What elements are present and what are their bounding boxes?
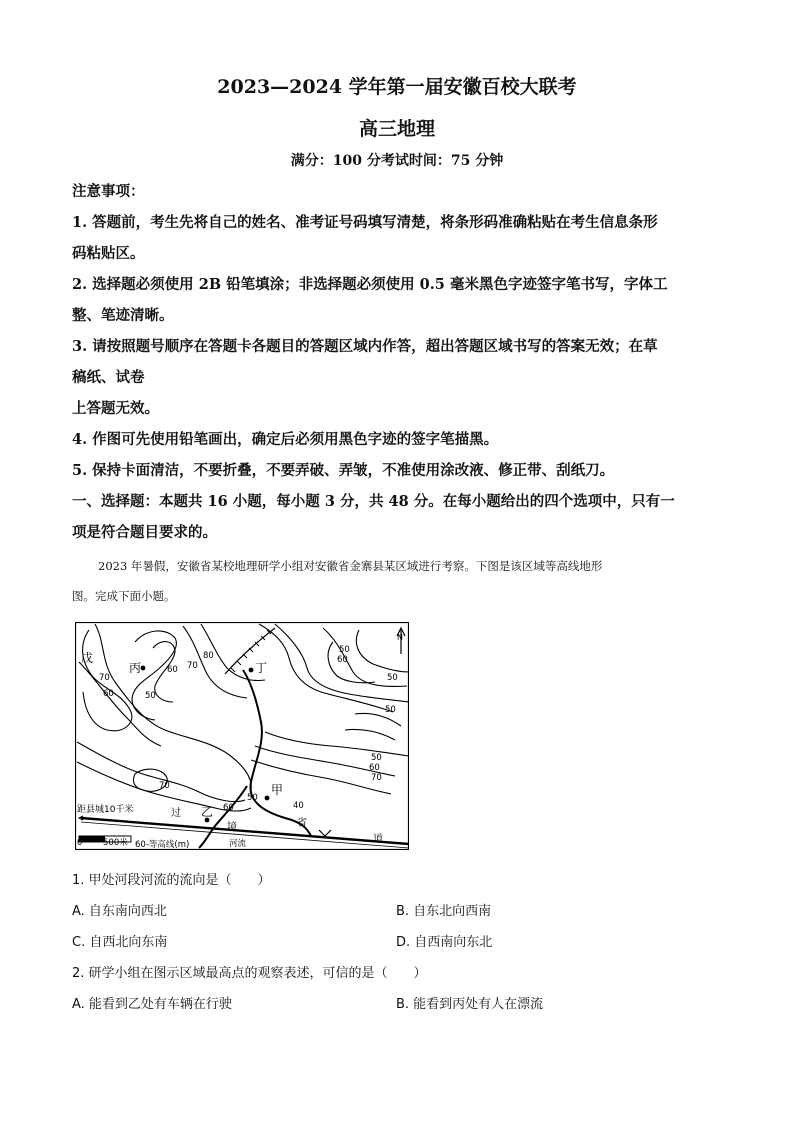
distance-note: 距县城10千米 (77, 805, 134, 815)
contour-label: 60 (103, 689, 114, 699)
scale-zero: 0 (77, 838, 83, 848)
q1-option-b: B. 自东北向西南 (396, 904, 492, 919)
contour-label: 50 (387, 673, 398, 683)
q1-option-c: C. 自西北向东南 (72, 935, 168, 950)
contour-label: 60 (337, 655, 348, 665)
road-label: 过 (171, 808, 181, 819)
scale-label: 500米 (103, 838, 128, 848)
passage-line: 2023 年暑假，安徽省某校地理研学小组对安徽省金寨县某区域进行考察。下图是该区域等高线地形 (98, 559, 603, 573)
notice-line: 1. 答题前，考生先将自己的姓名、准考证号码填写清楚，将条形码准确粘贴在考生信息条形 (72, 214, 658, 231)
legend-contour: 60-等高线(m) (135, 840, 190, 850)
question-2-stem: 2. 研学小组在图示区域最高点的观察表述，可信的是（ ） (72, 966, 427, 981)
notice-line: 整、笔迹清晰。 (72, 307, 174, 324)
notice-line: 上答题无效。 (72, 400, 159, 417)
label-jia: 甲 (271, 783, 284, 797)
contour-label: 50 (385, 705, 396, 715)
q1-option-a: A. 自东南向西北 (72, 904, 167, 919)
contour-map (75, 622, 409, 850)
contour-label: 70 (187, 661, 198, 671)
notice-line: 3. 请按照题号顺序在答题卡各题目的答题区域内作答，超出答题区域书写的答案无效；在草 (72, 338, 658, 355)
notices (72, 176, 722, 548)
contour-label: 60 (223, 803, 234, 813)
question-1-stem: 1. 甲处河段河流的流向是（ ） (72, 873, 271, 888)
q2-option-b: B. 能看到丙处有人在漂流 (396, 997, 544, 1012)
contour-label: 40 (293, 801, 304, 811)
passage-line: 图。完成下面小题。 (72, 589, 176, 603)
road-label: 境 (227, 822, 237, 833)
label-bing: 丙 (129, 661, 142, 675)
passage (72, 551, 722, 611)
point-bing (141, 666, 146, 671)
road-label: 道 (373, 834, 383, 845)
label-wu: 戊 (81, 651, 94, 665)
contour-label: 70 (371, 773, 382, 783)
notice-line: 码粘贴区。 (72, 245, 145, 262)
contour-label: 80 (203, 651, 214, 661)
q1-option-d: D. 自西南向东北 (396, 935, 493, 950)
point-jia (265, 796, 270, 801)
contour-label: 50 (247, 793, 258, 803)
label-yi: 乙 (201, 805, 214, 819)
notice-line: 2. 选择题必须使用 2B 铅笔填涂；非选择题必须使用 0.5 毫米黑色字迹签字笔书写，字体工 (72, 276, 668, 293)
notice-line: 4. 作图可先使用铅笔画出，确定后必须用黑色字迹的签字笔描黑。 (72, 431, 499, 448)
contour-label: 70 (159, 781, 170, 791)
notice-line: 5. 保持卡面清洁，不要折叠，不要弄破、弄皱，不准使用涂改液、修正带、刮纸刀。 (72, 462, 615, 479)
road-label: 省 (297, 818, 307, 829)
section-heading-line: 一、选择题：本题共 16 小题，每小题 3 分，共 48 分。在每小题给出的四个选项中，只有一 (72, 493, 675, 510)
label-north: N (397, 633, 403, 642)
contour-label: 70 (99, 673, 110, 683)
notice-line: 稿纸、试卷 (72, 369, 145, 386)
contour-label: 50 (371, 753, 382, 763)
legend-river: 河流 (229, 839, 247, 849)
contour-label: 50 (339, 645, 350, 655)
q2-option-a: A. 能看到乙处有车辆在行驶 (72, 997, 232, 1012)
notices-heading: 注意事项： (72, 183, 145, 200)
point-ding (249, 668, 254, 673)
score-time: 满分：100 分考试时间：75 分钟 (290, 153, 504, 169)
exam-title: 2023—2024 学年第一届安徽百校大联考 (217, 76, 577, 98)
contour-label: 60 (167, 665, 178, 675)
section-heading-line: 项是符合题目要求的。 (72, 524, 217, 541)
contour-label: 50 (145, 691, 156, 701)
contour-label: 60 (369, 763, 380, 773)
exam-subject: 高三地理 (358, 118, 435, 140)
label-ding: 丁 (255, 661, 268, 675)
